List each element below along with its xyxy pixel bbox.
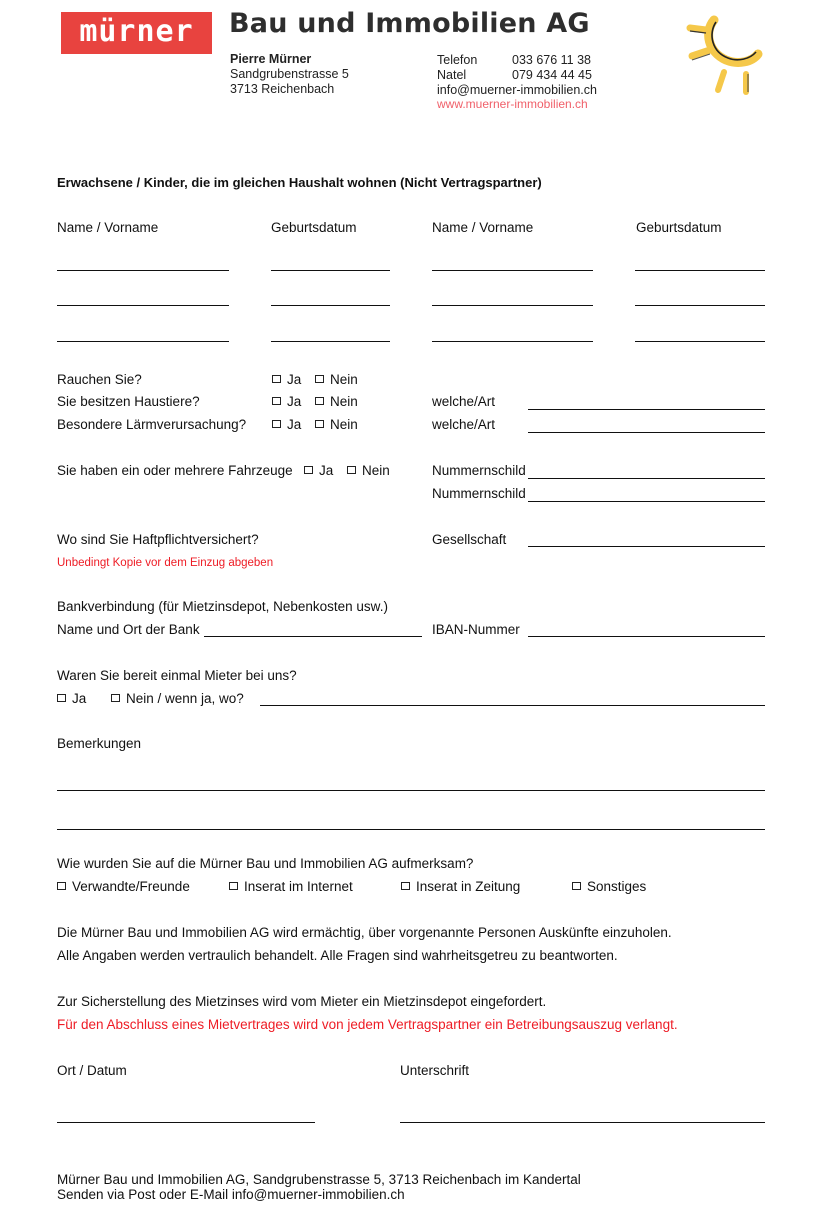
referral-option-friends[interactable] — [57, 879, 190, 895]
phone-value: 033 676 11 38 — [512, 53, 592, 67]
pets-question: Sie besitzen Haustiere? — [57, 394, 200, 409]
household-name-field[interactable] — [432, 270, 593, 271]
noise-yes-checkbox[interactable] — [272, 417, 301, 433]
pets-yes-checkbox[interactable] — [272, 394, 301, 410]
household-birthdate-field[interactable] — [635, 270, 765, 271]
checkbox-icon[interactable] — [315, 375, 324, 383]
household-section-title: Erwachsene / Kinder, die im gleichen Haushalt wohnen (Nicht Vertragspartner) — [57, 175, 542, 190]
logo-text: mürner — [79, 14, 194, 49]
checkbox-icon[interactable] — [315, 397, 324, 405]
email-link[interactable]: info@muerner-immobilien.ch — [437, 83, 597, 97]
contact-person: Pierre Mürner — [230, 52, 312, 66]
company-name: Bau und Immobilien AG — [229, 8, 590, 39]
license-plate-label-1: Nummernschild — [432, 463, 526, 478]
checkbox-icon[interactable] — [57, 882, 66, 890]
license-plate-field-1[interactable] — [528, 478, 765, 479]
deposit-notice: Zur Sicherstellung des Mietzinses wird vom Mieter ein Mietzinsdepot eingefordert. — [57, 994, 547, 1009]
iban-label: IBAN-Nummer — [432, 622, 520, 637]
option-label: Ja — [287, 417, 302, 432]
checkbox-icon[interactable] — [229, 882, 238, 890]
household-birthdate-field[interactable] — [271, 270, 390, 271]
household-name-field[interactable] — [57, 270, 229, 271]
household-birthdate-field[interactable] — [271, 341, 390, 342]
checkbox-icon[interactable] — [572, 882, 581, 890]
phone-label: Telefon — [437, 53, 478, 67]
confidentiality-notice: Alle Angaben werden vertraulich behandelt. Alle Fragen sind wahrheitsgetreu zu beantworten. — [57, 948, 618, 963]
insurance-company-label: Gesellschaft — [432, 532, 507, 547]
place-date-label: Ort / Datum — [57, 1063, 127, 1078]
iban-field[interactable] — [528, 636, 765, 637]
checkbox-icon[interactable] — [111, 694, 120, 702]
mobile-value: 079 434 44 45 — [512, 68, 592, 82]
pets-type-label: welche/Art — [432, 394, 496, 409]
option-label: Nein — [330, 394, 358, 409]
street-address: Sandgrubenstrasse 5 — [230, 67, 349, 81]
place-date-field[interactable] — [57, 1122, 315, 1123]
column-header-birthdate-1: Geburtsdatum — [271, 220, 357, 235]
household-birthdate-field[interactable] — [271, 305, 390, 306]
remarks-label: Bemerkungen — [57, 736, 142, 751]
smoking-yes-checkbox[interactable] — [272, 372, 301, 388]
previous-tenant-where-field[interactable] — [260, 705, 765, 706]
option-label: Sonstiges — [587, 879, 647, 894]
option-label: Inserat im Internet — [244, 879, 353, 894]
signature-field[interactable] — [400, 1122, 765, 1123]
checkbox-icon[interactable] — [304, 466, 313, 474]
referral-option-other[interactable] — [572, 879, 646, 895]
option-label: Inserat in Zeitung — [416, 879, 521, 894]
license-plate-label-2: Nummernschild — [432, 486, 526, 501]
brand-logo — [61, 12, 212, 54]
noise-question: Besondere Lärmverursachung? — [57, 417, 247, 432]
city-address: 3713 Reichenbach — [230, 82, 335, 96]
checkbox-icon[interactable] — [272, 397, 281, 405]
checkbox-icon[interactable] — [272, 420, 281, 428]
smoking-no-checkbox[interactable] — [315, 372, 358, 388]
remarks-line-1[interactable] — [57, 790, 765, 791]
insurance-company-field[interactable] — [528, 546, 765, 547]
column-header-name-2: Name / Vorname — [432, 220, 534, 235]
checkbox-icon[interactable] — [57, 694, 66, 702]
signature-label: Unterschrift — [400, 1063, 470, 1078]
referral-question: Wie wurden Sie auf die Mürner Bau und Immobilien AG aufmerksam? — [57, 856, 474, 871]
household-birthdate-field[interactable] — [635, 305, 765, 306]
option-label: Ja — [72, 691, 87, 706]
referral-option-newspaper[interactable] — [401, 879, 520, 895]
insurance-question: Wo sind Sie Haftpflichtversichert? — [57, 532, 259, 547]
previous-tenant-question: Waren Sie bereit einmal Mieter bei uns? — [57, 668, 297, 683]
referral-option-internet[interactable] — [229, 879, 353, 895]
vehicles-question: Sie haben ein oder mehrere Fahrzeuge — [57, 463, 293, 478]
column-header-birthdate-2: Geburtsdatum — [636, 220, 722, 235]
option-label: Ja — [319, 463, 334, 478]
website-link[interactable]: www.muerner-immobilien.ch — [437, 97, 588, 111]
debt-record-notice: Für den Abschluss eines Mietvertrages wird von jedem Vertragspartner ein Betreibungsauszug verlangt. — [57, 1017, 678, 1032]
household-name-field[interactable] — [432, 305, 593, 306]
remarks-line-2[interactable] — [57, 829, 765, 830]
household-name-field[interactable] — [57, 341, 229, 342]
vehicles-no-checkbox[interactable] — [347, 463, 390, 479]
column-header-name-1: Name / Vorname — [57, 220, 159, 235]
bank-name-field[interactable] — [204, 636, 422, 637]
option-label: Ja — [287, 394, 302, 409]
previous-tenant-yes-checkbox[interactable] — [57, 691, 86, 707]
pets-no-checkbox[interactable] — [315, 394, 358, 410]
smoking-question: Rauchen Sie? — [57, 372, 142, 387]
pets-type-field[interactable] — [528, 409, 765, 410]
footer-address: Mürner Bau und Immobilien AG, Sandgrubenstrasse 5, 3713 Reichenbach im Kandertal — [57, 1172, 581, 1187]
checkbox-icon[interactable] — [315, 420, 324, 428]
footer-send-note: Senden via Post oder E-Mail info@muerner-immobilien.ch — [57, 1187, 405, 1202]
noise-no-checkbox[interactable] — [315, 417, 358, 433]
option-label: Verwandte/Freunde — [72, 879, 190, 894]
household-name-field[interactable] — [57, 305, 229, 306]
household-birthdate-field[interactable] — [635, 341, 765, 342]
bank-section-title: Bankverbindung (für Mietzinsdepot, Nebenkosten usw.) — [57, 599, 388, 614]
vehicles-yes-checkbox[interactable] — [304, 463, 333, 479]
previous-tenant-no-checkbox[interactable] — [111, 691, 244, 707]
option-label: Nein — [362, 463, 390, 478]
bank-name-label: Name und Ort der Bank — [57, 622, 200, 637]
license-plate-field-2[interactable] — [528, 501, 765, 502]
option-label: Nein — [330, 372, 358, 387]
option-label: Ja — [287, 372, 302, 387]
noise-type-field[interactable] — [528, 432, 765, 433]
checkbox-icon[interactable] — [347, 466, 356, 474]
option-label: Nein — [330, 417, 358, 432]
mobile-label: Natel — [437, 68, 467, 82]
checkbox-icon[interactable] — [272, 375, 281, 383]
household-name-field[interactable] — [432, 341, 593, 342]
insurance-note: Unbedingt Kopie vor dem Einzug abgeben — [57, 557, 274, 569]
noise-type-label: welche/Art — [432, 417, 496, 432]
sun-logo-icon — [686, 14, 766, 96]
checkbox-icon[interactable] — [401, 882, 410, 890]
option-label: Nein / wenn ja, wo? — [126, 691, 244, 706]
authorization-notice: Die Mürner Bau und Immobilien AG wird ermächtig, über vorgenannte Personen Auskünfte einzuholen. — [57, 925, 672, 940]
